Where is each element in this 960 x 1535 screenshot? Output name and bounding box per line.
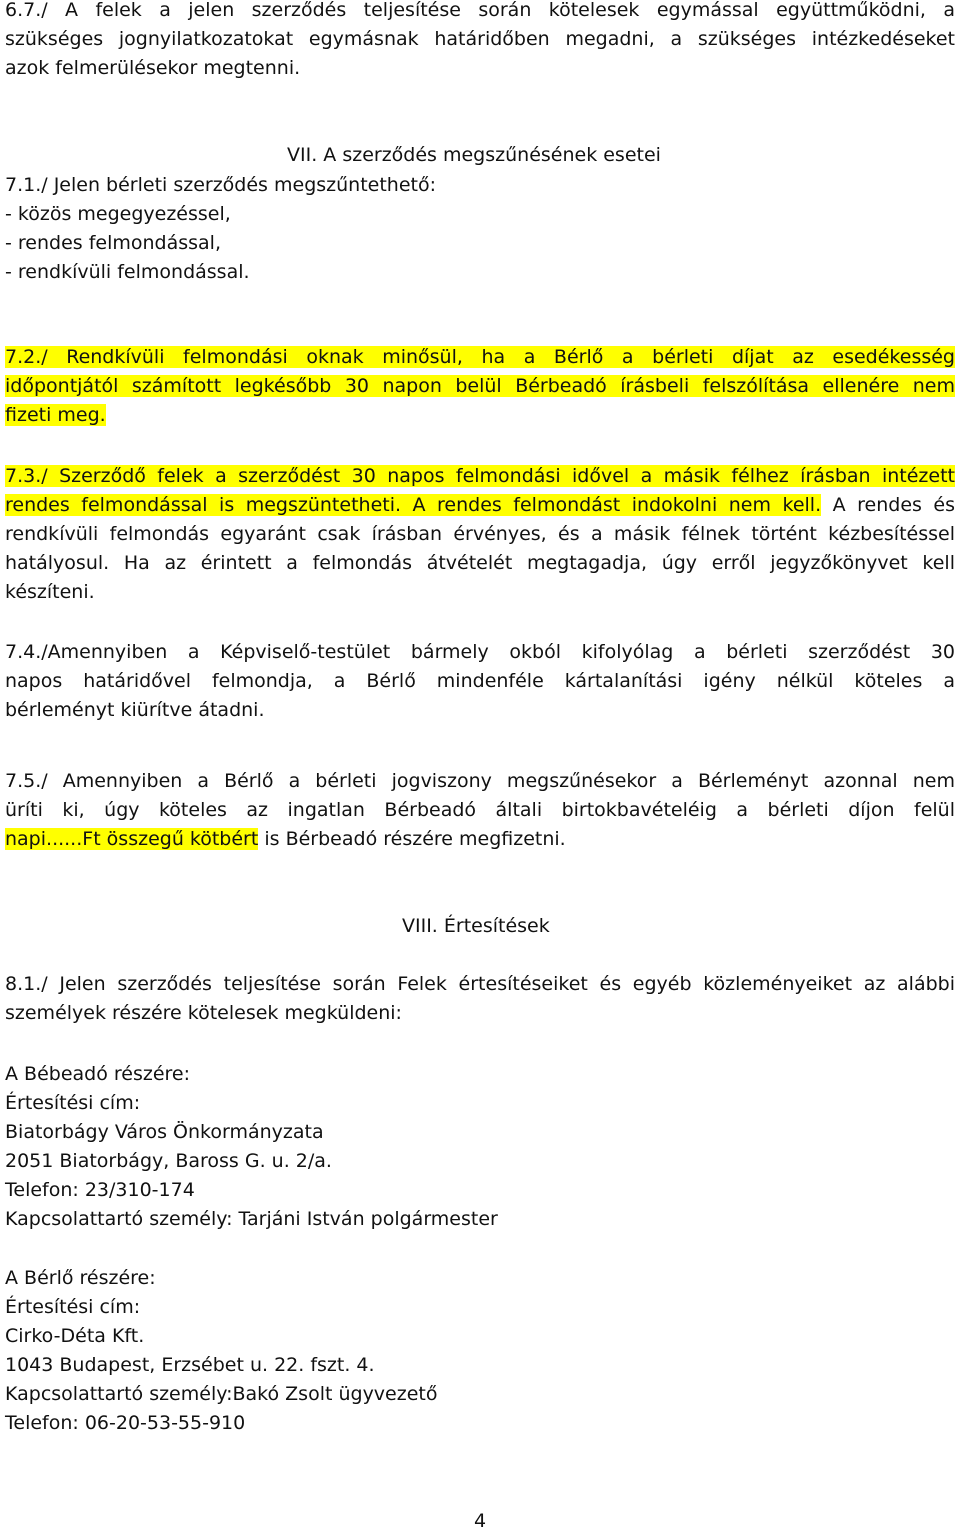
contact-line: Kapcsolattartó személy:Bakó Zsolt ügyvezető <box>5 1383 438 1405</box>
contact-line: A Bérlő részére: <box>5 1267 156 1289</box>
paragraph-8-1 <box>5 970 955 1028</box>
highlighted-text: rendes felmondással is megszüntetheti. A rendes felmondást indokolni nem kell. <box>5 494 822 516</box>
paragraph-line: szükséges jognyilatkozatokat egymásnak határidőben megadni, a szükséges intézkedéseket <box>5 28 955 50</box>
contact-line: Kapcsolattartó személy: Tarjáni István polgármester <box>5 1208 498 1230</box>
paragraph-line <box>5 343 955 372</box>
paragraph-7-3 <box>5 462 955 607</box>
contact-line: Telefon: 06-20-53-55-910 <box>5 1412 246 1434</box>
plain-text: A rendes és <box>821 494 955 516</box>
paragraph-line: 7.5./ Amennyiben a Bérlő a bérleti jogviszony megszűnésekor a Bérleményt azonnal nem <box>5 770 955 792</box>
section-heading-viii: VIII. Értesítések <box>402 915 550 937</box>
highlighted-text: napi......Ft összegű kötbért <box>5 828 259 850</box>
paragraph-line: 6.7./ A felek a jelen szerződés teljesítése során kötelesek egymással együttműködni, a <box>5 0 955 21</box>
tenant-contact <box>5 1264 955 1438</box>
paragraph-line: rendkívüli felmondás egyaránt csak írásban érvényes, és a másik félnek történt kézbesítéssel <box>5 523 955 545</box>
landlord-contact <box>5 1060 955 1234</box>
contact-line: Értesítési cím: <box>5 1092 141 1114</box>
page-number: 4 <box>473 1510 487 1532</box>
plain-text: is Bérbeadó részére megfizetni. <box>258 828 566 850</box>
section-heading-vii: VII. A szerződés megszűnésének esetei <box>287 144 661 166</box>
paragraph-7-2 <box>5 343 955 430</box>
list-item: - közös megegyezéssel, <box>5 203 231 225</box>
paragraph-line: hatályosul. Ha az érintett a felmondás átvételét megtagadja, úgy erről jegyzőkönyvet kell <box>5 552 955 574</box>
paragraph-line: bérleményt kiürítve átadni. <box>5 699 265 721</box>
paragraph-7-1 <box>5 171 955 287</box>
contact-line: 2051 Biatorbágy, Baross G. u. 2/a. <box>5 1150 332 1172</box>
highlighted-text: fizeti meg. <box>5 404 106 426</box>
paragraph-line: személyek részére kötelesek megküldeni: <box>5 1002 402 1024</box>
paragraph-heading: 7.1./ Jelen bérleti szerződés megszűntethető: <box>5 174 437 196</box>
contact-line: Cirko-Déta Kft. <box>5 1325 145 1347</box>
list-item: - rendkívüli felmondással. <box>5 261 250 283</box>
contact-line: Értesítési cím: <box>5 1296 141 1318</box>
paragraph-line: napos határidővel felmondja, a Bérlő mindenféle kártalanítási igény nélkül köteles a <box>5 670 955 692</box>
paragraph-line <box>5 491 955 520</box>
paragraph-line <box>5 372 955 401</box>
paragraph-line <box>5 825 955 854</box>
highlighted-text: 7.2./ Rendkívüli felmondási oknak minősül, ha a Bérlő a bérleti díjat az esedékesség <box>5 346 955 368</box>
paragraph-line: 8.1./ Jelen szerződés teljesítése során Felek értesítéseiket és egyéb közleményeiket az alábbi <box>5 973 955 995</box>
paragraph-7-4 <box>5 638 955 725</box>
highlighted-text: időpontjától számított legkésőbb 30 napon belül Bérbeadó írásbeli felszólítása ellenére nem <box>5 375 955 397</box>
paragraph-line <box>5 462 955 491</box>
paragraph-7-5 <box>5 767 955 854</box>
paragraph-line: azok felmerülésekor megtenni. <box>5 57 301 79</box>
paragraph-line: üríti ki, úgy köteles az ingatlan Bérbeadó általi birtokbavételéig a bérleti díjon felül <box>5 799 955 821</box>
contact-line: Biatorbágy Város Önkormányzata <box>5 1121 324 1143</box>
list-item: - rendes felmondással, <box>5 232 222 254</box>
contact-line: 1043 Budapest, Erzsébet u. 22. fszt. 4. <box>5 1354 375 1376</box>
paragraph-6-7 <box>5 0 955 83</box>
contact-line: A Bébeadó részére: <box>5 1063 191 1085</box>
paragraph-line <box>5 401 955 430</box>
paragraph-line: készíteni. <box>5 581 95 603</box>
highlighted-text: 7.3./ Szerződő felek a szerződést 30 napos felmondási idővel a másik félhez írásban intézett <box>5 465 955 487</box>
paragraph-line: 7.4./Amennyiben a Képviselő-testület bármely okból kifolyólag a bérleti szerződést 30 <box>5 641 955 663</box>
contact-line: Telefon: 23/310-174 <box>5 1179 195 1201</box>
